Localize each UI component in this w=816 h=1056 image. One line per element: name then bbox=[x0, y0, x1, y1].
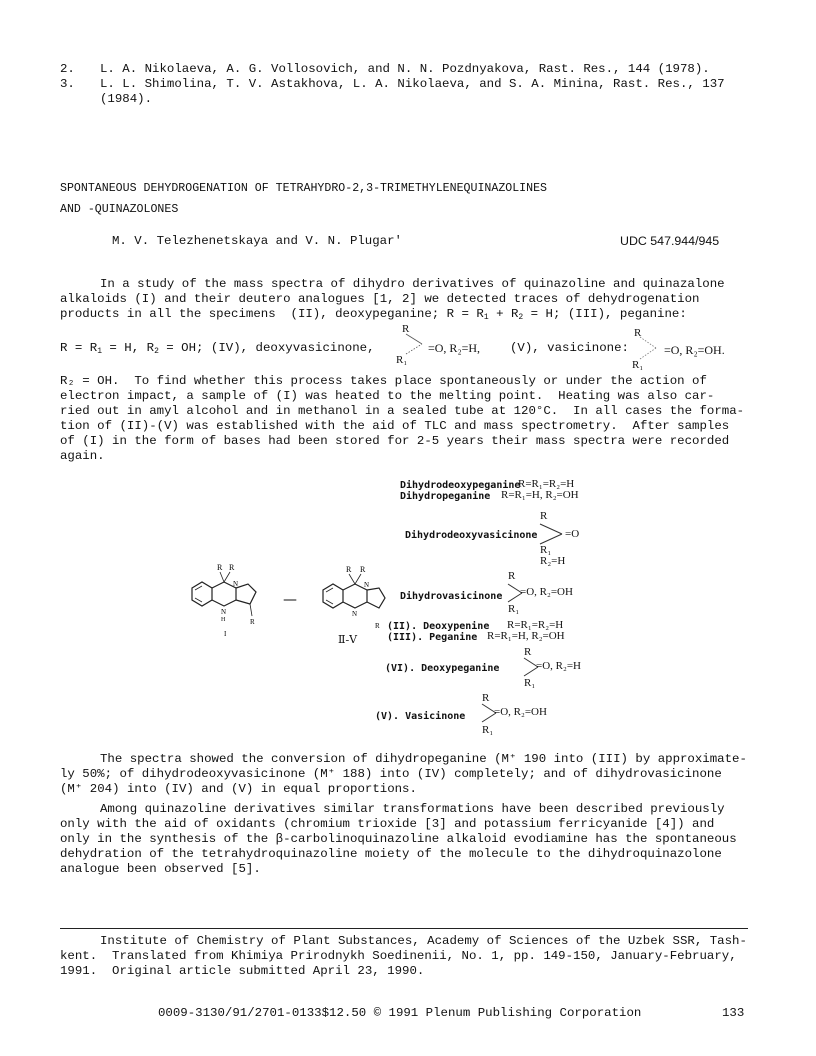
text-line: Among quinazoline derivatives similar transformations have been described previously bbox=[100, 802, 725, 816]
svg-text:I: I bbox=[224, 630, 227, 638]
compound-label: (VI). Deoxypeganine bbox=[385, 663, 500, 674]
text-line: dehydration of the tetrahydroquinazoline moiety of the molecule to the dihydroquinazolone bbox=[60, 847, 722, 861]
compound-formula: R₂=H bbox=[540, 555, 566, 567]
chem-substituent-r: R bbox=[634, 327, 642, 339]
compound-formula: R=R₁=R₂=H bbox=[518, 478, 575, 490]
chem-substituent-r1: R₁ bbox=[482, 724, 494, 736]
copyright-line: 0009-3130/91/2701-0133$12.50 © 1991 Plenum Publishing Corporation bbox=[158, 1006, 642, 1020]
compound-label: Dihydrodeoxyvasicinone bbox=[405, 530, 538, 541]
svg-text:N: N bbox=[364, 581, 370, 589]
compound-label: (II). Deoxypenine bbox=[387, 621, 490, 632]
text-line: In a study of the mass spectra of dihydro derivatives of quinazoline and quinazalone bbox=[100, 277, 725, 291]
compound-range-label: Ⅱ-Ⅴ bbox=[338, 634, 358, 646]
footnote-divider bbox=[60, 928, 748, 929]
page-number: 133 bbox=[722, 1006, 745, 1020]
chem-substituent-r: R bbox=[482, 692, 490, 704]
article-title-line2: AND -QUINAZOLONES bbox=[60, 203, 179, 216]
text-line: (M⁺ 204) into (IV) and (V) in equal proportions. bbox=[60, 782, 417, 796]
compound-label: (V). Vasicinone bbox=[375, 711, 466, 722]
compound-label: Dihydrodeoxypeganine bbox=[400, 480, 521, 491]
chem-inline-formula: =O, R₂=H, bbox=[428, 341, 481, 355]
compound-label: Dihydrovasicinone bbox=[400, 591, 503, 602]
chem-substituent-r1: R₁ bbox=[540, 544, 552, 556]
chem-inline-formula: =O, R₂=OH. bbox=[664, 343, 725, 357]
svg-text:R: R bbox=[229, 563, 235, 572]
text-line: The spectra showed the conversion of dihydropeganine (M⁺ 190 into (III) by approximate- bbox=[100, 752, 747, 766]
svg-text:R: R bbox=[217, 563, 223, 572]
footnote-line: 1991. Original article submitted April 23, 1990. bbox=[60, 964, 425, 978]
svg-text:N: N bbox=[352, 610, 358, 618]
text-line: tion of (II)-(V) was established with the aid of TLC and mass spectrometry. After samples bbox=[60, 419, 730, 433]
svg-text:R: R bbox=[250, 618, 255, 626]
text-line: electron impact, a sample of (I) was heated to the melting point. Heating was also car- bbox=[60, 389, 715, 403]
text-line: again. bbox=[60, 449, 105, 463]
text-line: only with the aid of oxidants (chromium trioxide [3] and potassium ferricyanide [4]) and bbox=[60, 817, 715, 831]
text-line: products in all the specimens (II), deoxypeganine; $R = R_1 + R_2 = H$; (III), peganine: bbox=[60, 307, 687, 322]
chem-substituent-r1: R₁ bbox=[508, 603, 520, 615]
text-line: of (I) in the form of bases had been stored for 2-5 years their mass spectra were recorded bbox=[60, 434, 730, 448]
svg-text:R: R bbox=[360, 565, 366, 574]
text-line: (V), vasicinone: bbox=[510, 341, 629, 355]
text-line: alkaloids (I) and their deutero analogues [1, 2] we detected traces of dehydrogenation bbox=[60, 292, 700, 306]
text-line: R₂ = OH. To find whether this process takes place spontaneously or under the action of bbox=[60, 374, 707, 388]
svg-text:R: R bbox=[346, 565, 352, 574]
quinazoline-structure-I bbox=[180, 560, 280, 650]
svg-text:N: N bbox=[221, 608, 227, 616]
reference-text: L. A. Nikolaeva, A. G. Vollosovich, and N. N. Pozdnyakova, Rast. Res., 144 (1978). bbox=[100, 62, 710, 76]
article-authors: M. V. Telezhenetskaya and V. N. Plugar' bbox=[112, 234, 402, 248]
compound-formula: =O bbox=[565, 528, 580, 540]
svg-text:R: R bbox=[375, 622, 380, 630]
compound-label: Dihydropeganine bbox=[400, 491, 491, 502]
footnote-line: kent. Translated from Khimiya Prirodnykh Soedinenii, No. 1, pp. 149-150, January-February, bbox=[60, 949, 737, 963]
reference-number: 3. bbox=[60, 77, 75, 91]
compound-formula: R=R₁=R₂=H bbox=[507, 619, 564, 631]
svg-text:H: H bbox=[221, 617, 226, 623]
udc-code: UDC 547.944/945 bbox=[620, 234, 720, 248]
chem-substituent-r: R bbox=[508, 570, 516, 582]
compound-formula: =O, R₂=H bbox=[536, 660, 581, 672]
compound-formula: R=R₁=H, R₂=OH bbox=[501, 489, 579, 501]
footnote-line: Institute of Chemistry of Plant Substances, Academy of Sciences of the Uzbek SSR, Tash- bbox=[100, 934, 747, 948]
chem-substituent-r1: R₁ bbox=[524, 677, 536, 689]
reference-text-continued: (1984). bbox=[100, 92, 153, 106]
text-line: $R = R_1 = H$, $R_2$ = OH; (IV), deoxyvasicinone, bbox=[60, 341, 375, 356]
chem-substituent-r: R bbox=[402, 323, 410, 335]
chem-substituent-r: R bbox=[540, 510, 548, 522]
text-line: ly 50%; of dihydrodeoxyvasicinone (M⁺ 188) into (IV) completely; and of dihydrovasicinone bbox=[60, 767, 722, 781]
text-line: analogue been observed [5]. bbox=[60, 862, 261, 876]
chem-substituent-r: R bbox=[524, 646, 532, 658]
text-line: ried out in amyl alcohol and in methanol in a sealed tube at 120°C. In all cases the forma- bbox=[60, 404, 745, 418]
chem-substituent-r1: R₁ bbox=[632, 359, 644, 371]
compound-label: (III). Peganine bbox=[387, 632, 478, 643]
reaction-arrow: — bbox=[283, 592, 297, 608]
svg-text:N: N bbox=[233, 580, 239, 588]
compound-formula: =O, R₂=OH bbox=[520, 586, 573, 598]
compound-formula: R=R₁=H, R₂=OH bbox=[487, 630, 565, 642]
text-line: only in the synthesis of the β-carbolinoquinazoline alkaloid evodiamine has the spontaneous bbox=[60, 832, 737, 846]
chem-substituent-r1: R₁ bbox=[396, 354, 408, 366]
reference-number: 2. bbox=[60, 62, 75, 76]
article-title-line1: SPONTANEOUS DEHYDROGENATION OF TETRAHYDRO-2,3-TRIMETHYLENEQUINAZOLINES bbox=[60, 182, 548, 195]
reference-text: L. L. Shimolina, T. V. Astakhova, L. A. Nikolaeva, and S. A. Minina, Rast. Res., 137 bbox=[100, 77, 725, 91]
compound-formula: =O, R₂=OH bbox=[494, 706, 547, 718]
